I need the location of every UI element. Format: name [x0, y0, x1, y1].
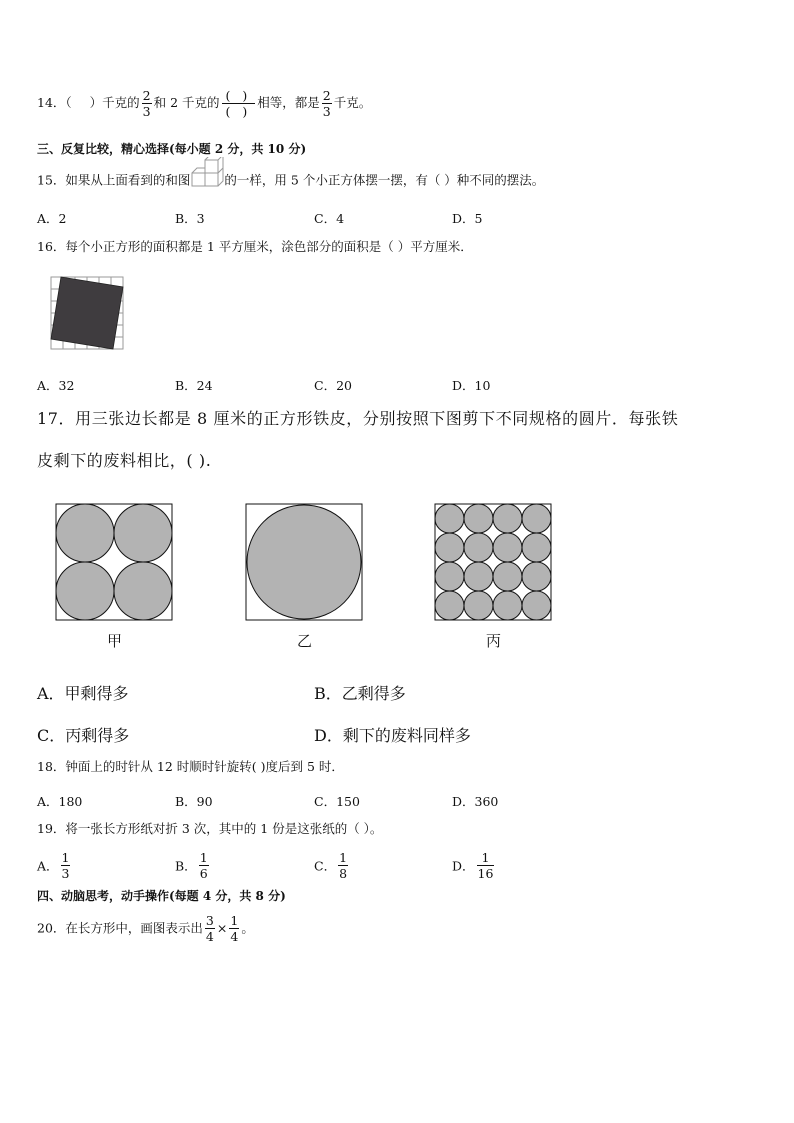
q20-text: 20．在长方形中，画图表示出	[37, 920, 203, 936]
figure-yi-one-circle	[245, 503, 365, 623]
fraction-numerator: 1	[339, 850, 348, 865]
q14-text: 和 2 千克的	[153, 95, 220, 110]
q14-text: ）千克的	[89, 95, 140, 110]
fraction-denominator: 3	[61, 866, 70, 881]
fraction-numerator: 2	[142, 88, 151, 103]
q15-option-c[interactable]: C．4	[314, 211, 345, 226]
question-18: 18．钟面上的时针从 12 时顺时针旋转( )度后到 5 时．	[37, 759, 344, 774]
question-14	[37, 88, 371, 119]
figure-jia-four-circles	[55, 503, 175, 623]
fraction-denominator: 4	[205, 929, 214, 944]
q18-option-a[interactable]: A．180	[37, 794, 83, 809]
fraction-denominator: 4	[230, 929, 239, 944]
fraction-option	[338, 850, 348, 881]
q20-end: 。	[241, 920, 254, 936]
fraction-denominator: 3	[142, 104, 151, 119]
section-3-heading: 三、反复比较，精心选择(每小题 2 分，共 10 分)	[37, 142, 307, 156]
q17-option-c[interactable]: C．丙剩得多	[37, 726, 130, 745]
blank-denominator[interactable]: ( )	[222, 103, 256, 119]
q17-option-d[interactable]: D．剩下的废料同样多	[314, 726, 471, 745]
blank-fraction[interactable]	[222, 88, 256, 119]
fraction-option	[477, 850, 495, 881]
q18-option-c[interactable]: C．150	[314, 794, 360, 809]
q18-option-b[interactable]: B．90	[175, 794, 213, 809]
caption-yi: 乙	[297, 632, 313, 650]
fraction-numerator: 3	[205, 913, 214, 928]
question-19: 19．将一张长方形纸对折 3 次，其中的 1 份是这张纸的（ ）。	[37, 821, 383, 836]
q17-option-b[interactable]: B．乙剩得多	[314, 684, 406, 703]
shaded-tilted-square	[51, 277, 123, 349]
q15-option-b[interactable]: B．3	[175, 211, 205, 226]
cube-figure-icon	[190, 174, 224, 188]
q16-option-d[interactable]: D．10	[452, 378, 491, 393]
caption-bing: 丙	[486, 632, 502, 650]
blank-numerator[interactable]: ( )	[225, 88, 252, 103]
option-label: D．	[452, 858, 475, 874]
option-label: A．	[37, 858, 59, 874]
fraction-two-thirds	[142, 88, 152, 119]
question-17-line-1: 17．用三张边长都是 8 厘米的正方形铁皮，分别按照下图剪下不同规格的圆片．每张铁	[37, 409, 679, 428]
q19-option-c[interactable]	[314, 850, 350, 881]
fraction-numerator: 1	[199, 850, 208, 865]
fraction-numerator: 1	[481, 850, 490, 865]
question-15	[37, 174, 544, 188]
fraction-two-thirds	[322, 88, 332, 119]
shaded-square-grid-figure	[47, 273, 127, 353]
fraction-denominator: 3	[322, 104, 331, 119]
q14-text: 相等，都是	[257, 95, 320, 110]
q18-option-d[interactable]: D．360	[452, 794, 499, 809]
question-20	[37, 913, 254, 944]
q15-option-d[interactable]: D．5	[452, 211, 483, 226]
question-16: 16．每个小正方形的面积都是 1 平方厘米，涂色部分的面积是（ ）平方厘米．	[37, 239, 473, 254]
section-4-heading: 四、动脑思考，动手操作(每题 4 分，共 8 分)	[37, 889, 286, 903]
q14-text: 千克。	[333, 95, 372, 110]
fraction-numerator: 1	[230, 913, 239, 928]
times-sign: ×	[216, 920, 228, 936]
figure-bing-sixteen-circles	[434, 503, 554, 623]
fraction-numerator: 2	[322, 88, 331, 103]
q19-option-d[interactable]	[452, 850, 496, 881]
caption-jia: 甲	[107, 632, 123, 650]
fraction-three-quarters	[205, 913, 215, 944]
q15-text-after: 的一样，用 5 个小正方体摆一摆，有（ ）种不同的摆法。	[224, 172, 545, 188]
q15-option-a[interactable]: A．2	[37, 211, 67, 226]
fraction-numerator: 1	[61, 850, 70, 865]
fraction-option	[61, 850, 71, 881]
q16-option-c[interactable]: C．20	[314, 378, 352, 393]
q15-text-before: 15．如果从上面看到的和图	[37, 172, 191, 188]
q14-number: 14．（	[37, 95, 72, 110]
q17-option-a[interactable]: A．甲剩得多	[37, 684, 129, 703]
fraction-one-quarter	[229, 913, 239, 944]
option-label: B．	[175, 858, 197, 874]
question-17-line-2: 皮剩下的废料相比，( ).	[37, 451, 212, 470]
fraction-denominator: 16	[477, 866, 494, 881]
fraction-denominator: 8	[339, 866, 348, 881]
fraction-option	[199, 850, 209, 881]
q16-option-a[interactable]: A．32	[37, 378, 75, 393]
q19-option-b[interactable]	[175, 850, 211, 881]
option-label: C．	[314, 858, 337, 874]
q19-option-a[interactable]	[37, 850, 72, 881]
fraction-denominator: 6	[199, 866, 208, 881]
q16-option-b[interactable]: B．24	[175, 378, 213, 393]
